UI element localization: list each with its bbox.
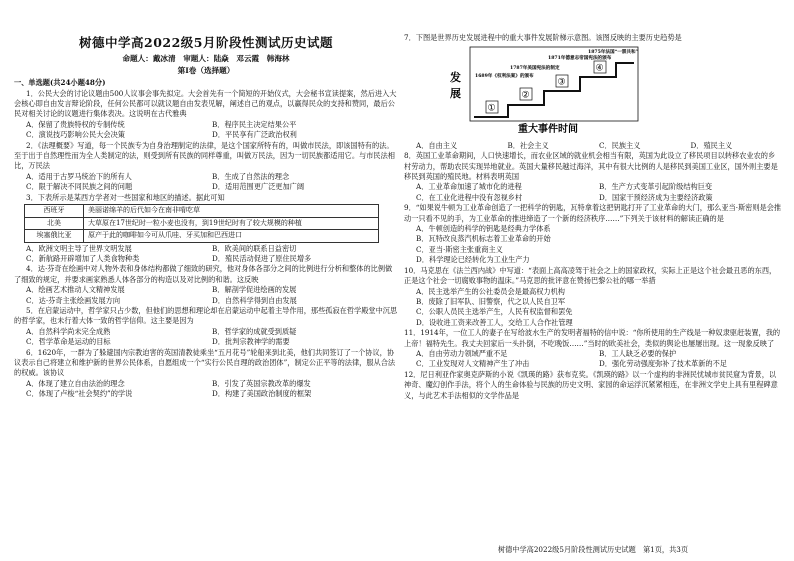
question-options — [14, 379, 398, 400]
question-9 — [404, 203, 782, 265]
option-a[interactable]: A．牛顿创造的科学的钥匙是经典力学体系 — [416, 224, 551, 234]
step-number: ④ — [595, 63, 604, 74]
question-options — [14, 285, 398, 306]
option-a[interactable]: A．民主选举产生的公社委员会是最高权力机构 — [416, 286, 565, 296]
exam-authors: 命题人：戴冰清 审题人：陆焱 邓云霞 韩海林 — [122, 54, 290, 64]
exam-title: 树德中学高2022级5月阶段性测试历史试题 — [79, 35, 333, 50]
left-column — [14, 0, 398, 400]
question-8 — [404, 151, 782, 203]
question-stem: 2．《法理概要》写道，每一个民族专为自身治理制定的法律，是这个国家所特有的，叫做市民法，即该国特有的法。至于出于自然理性而为全人类制定的法，则受到所有民族的同样尊重，叫做万民法，因为一切民族都适用它。与市民法相比，万民法 — [14, 140, 395, 171]
option-c[interactable]: C．工业发现对人文精神产生了冲击 — [416, 359, 530, 369]
question-options — [14, 327, 398, 348]
question-3 — [14, 193, 398, 265]
question-options — [14, 172, 398, 193]
option-a[interactable]: A．自由主义 — [416, 140, 458, 150]
question-10 — [404, 266, 782, 328]
table-cell: 原产于此的咖啡如今可从爪哇、牙买加和巴西进口 — [84, 230, 379, 243]
x-axis-label: 重大事件时间 — [518, 124, 578, 136]
option-c[interactable]: C．体现了卢梭“社会契约”的学说 — [26, 389, 133, 399]
option-a[interactable]: A．欧洲文明主导了世界文明发展 — [26, 243, 132, 253]
question-2 — [14, 141, 398, 193]
table-cell: 埃塞俄比亚 — [25, 230, 84, 243]
staircase-diagram — [448, 45, 648, 135]
option-c[interactable]: C．演说技巧影响公民大会决策 — [26, 130, 125, 140]
option-c[interactable]: C．限于解决不同民族之间的问题 — [26, 182, 133, 192]
question-table — [24, 204, 379, 243]
option-b[interactable]: B．社会主义 — [507, 140, 549, 150]
option-a[interactable]: A．保留了贵族特权的专制传统 — [26, 119, 125, 129]
step-label: 1875年法国“一票共和” — [588, 50, 639, 56]
option-b[interactable]: B．解剖学促进绘画的发展 — [212, 285, 297, 295]
step-label: 1689年《权利法案》的颁布 — [475, 74, 534, 80]
option-d[interactable]: D．批判宗教神学的需要 — [212, 337, 290, 347]
option-c[interactable]: C．民族主义 — [599, 140, 641, 150]
option-b[interactable]: B．程序民主决定结果公平 — [212, 119, 297, 129]
y-axis-label: 展 — [450, 87, 461, 101]
question-5 — [14, 306, 398, 348]
option-c[interactable]: C．哲学革命是运动的目标 — [26, 337, 111, 347]
question-11 — [404, 328, 782, 370]
question-stem: 1．公民大会的讨论议题由500人议事会事先拟定。大会首先有一个简短的开始仪式，大会秘书宣读提案，然后进入大会核心即自由发言辩论阶段，任何公民都可以就议题自由发表见解，阐述自己的观点，以赢得民众的支持和赞同，最后公民对相关讨论的议题进行集体表决。这说明在古代雅典 — [14, 88, 397, 119]
question-options — [404, 141, 782, 151]
option-a[interactable]: A．自然科学尚未完全成熟 — [26, 326, 111, 336]
question-stem: 5．在启蒙运动中，哲学家只占少数，但他们的思想和理论却在启蒙运动中起着主导作用，那些孤寂在哲学殿堂中沉思的哲学家，也未行着大体一致的哲学信仰。这主要是因为 — [14, 306, 398, 326]
option-d[interactable]: D．平民享有广泛政治权利 — [212, 130, 297, 140]
option-a[interactable]: A．体现了建立自由法治的理念 — [26, 378, 125, 388]
option-c[interactable]: C．在工业化进程中没有忽视乡村 — [416, 192, 523, 202]
option-c[interactable]: C．新航路开辟增加了人类食物种类 — [26, 254, 140, 263]
question-1 — [14, 89, 398, 141]
question-stem: 12．尼日利亚作家奥克萨斯的小说《凯瑛的路》获布克奖。《凯瑛的路》以一个虚构的非洲民忧城市贫民窟为背景，以神奇、魔幻创作手法，将个人的生命体验与民族的历史文明、家园的命运浮沉紧紧相连，在非洲文学史上具有里程碑意义，与此艺术手法相似的文学作品是 — [404, 369, 778, 400]
step-2 — [510, 64, 560, 101]
question-stem: 7．下图是世界历史发展进程中的重大事件发展阶梯示意图。该图反映的主要历史趋势是 — [404, 33, 682, 42]
option-b[interactable]: B．哲学家的成就受到质疑 — [212, 326, 297, 336]
option-d[interactable]: D．自然科学得到自由发展 — [212, 295, 297, 305]
question-stem: 10．马克思在《法兰西内战》中写道：“表面上高高凌驾于社会之上的国家政权，实际上正是这个社会最丑恶的东西，正是这个社会一切腐败事物的温床。”马克思的批评意在赞扬巴黎公社的哪一举措 — [404, 265, 777, 286]
option-c[interactable]: C．公职人员民主选举产生，人民有权监督和罢免 — [416, 307, 573, 317]
question-4 — [14, 264, 398, 306]
question-options — [404, 182, 782, 203]
step-number: ② — [521, 90, 530, 101]
option-b[interactable]: B．欧美间的联系日益密切 — [212, 243, 297, 253]
option-d[interactable]: D．殖民活动促进了原住民增多 — [212, 254, 312, 263]
option-a[interactable]: A．工业革命加速了城市化的进程 — [416, 182, 522, 192]
option-b[interactable]: B．废除了旧军队、旧警察，代之以人民自卫军 — [416, 296, 566, 306]
option-d[interactable]: D．国家干预经济成为主要经济政策 — [599, 192, 713, 202]
table-cell: 北美 — [25, 217, 84, 230]
question-stem: 9．“如果说牛顿为工业革命创造了一把科学的钥匙，瓦特拿着这把钥匙打开了工业革命的大门，那么亚当·斯密则是会推动一只看不见的手，为工业革命的推进缔造了一个新的经济秩序……”下列关于该材料的解读正确的是 — [404, 203, 782, 223]
step-number: ① — [487, 103, 496, 114]
option-a[interactable]: A．绘画艺术推动人文精神发展 — [26, 285, 125, 295]
table-row — [25, 217, 379, 230]
option-c[interactable]: C．达·芬奇主张绘画发展方向 — [26, 295, 121, 305]
option-d[interactable]: D．强化劳动强度弥补了技术革新的不足 — [599, 359, 727, 369]
table-cell: 美丽诺绵羊的后代如今在南非啃吃草 — [84, 205, 379, 218]
y-axis-label: 发 — [450, 71, 461, 85]
option-a[interactable]: A．自由劳动力领域严重不足 — [416, 348, 508, 358]
question-stem: 4．达·芬奇在绘画中对人物外表和身体结构都做了细致的研究，他对身体各部分之间的比例进行分析和整体的比例做了细致的规定，并要求画家熟悉人体各部分的构造以及对比例的和谐。这反映 — [14, 264, 393, 284]
option-b[interactable]: B．工人缺乏必要的保护 — [599, 348, 677, 358]
option-d[interactable]: D．适用范围更广泛更加广阔 — [212, 182, 305, 192]
question-stem: 6．1620年，一群为了躲避国内宗教迫害的英国清教徒乘坐“五月花号”轮船来到北美，他们共同签订了一个协议，协议表示自己将建立和维护新的世界公民体系，自愿组成一个“实行公民自理的政治团体”，制定公正平等的法律，服从合法的权威。该协议 — [14, 347, 396, 378]
option-b[interactable]: B．引发了英国宗教改革的爆发 — [212, 378, 311, 388]
section-heading: 一、单选题(共24小题48分) — [14, 78, 106, 88]
step-number: ③ — [557, 77, 566, 88]
option-c[interactable]: C．亚当·斯密主张重商主义 — [416, 244, 503, 254]
option-b[interactable]: B．瓦特改良蒸汽机标志着工业革命的开始 — [416, 234, 551, 244]
question-7 — [404, 33, 782, 151]
option-b[interactable]: B．生成了自然法的理念 — [212, 171, 290, 181]
table-row — [25, 205, 379, 218]
question-stem: 11．1914年，一位工人的妻子在写给波水生产的发明者福特的信中说：“你所使用的生产线是一种奴隶驱赶装置，我的上帝！福特先生。我丈夫回家后一头扑倒，不吃晚饭……”当时的欧美社会，类似的舆论也屡屡出现。这一现象反映了 — [404, 328, 781, 348]
step-label: 1787年美国宪法的制定 — [510, 66, 560, 72]
question-6 — [14, 348, 398, 400]
question-stem: 3．下表所示是某西方学者对一些国家和地区的描述。据此可知 — [26, 192, 225, 202]
option-b[interactable]: B．生产方式变革引起阶级结构巨变 — [599, 182, 713, 192]
option-d[interactable]: D．构建了美国政治制度的框架 — [212, 389, 312, 399]
option-d[interactable]: D．设收进工资来改善工人，交给工人合作社管理 — [416, 317, 573, 327]
right-column — [404, 0, 782, 401]
question-options — [14, 244, 398, 265]
option-d[interactable]: D．科学理论已经转化为工业生产力 — [416, 255, 530, 265]
table-row — [25, 230, 379, 243]
step-label: 1871年德意志帝国宪法的颁布 — [548, 56, 612, 62]
table-cell: 大草原在17世纪时一粒小麦也没有，到19世纪时有了较大规模的种植 — [84, 217, 379, 230]
table-cell: 西班牙 — [25, 205, 84, 218]
page-footer: 树德中学高2022级5月阶段性测试历史试题 第1页，共3页 — [497, 545, 689, 554]
part-heading: 第Ⅰ卷（选择题） — [177, 65, 235, 75]
question-options — [14, 120, 398, 141]
question-stem: 8．英国工业革命期间，人口快速增长，而农业区域的就业机会相当有限，英国为此设立了移民项目以转移农业农的乡村劳动力，帮助农民实现异地就业。英国大量移民越过海洋，其中有很大比例的人是移民到美国工业区，国外则主要是移民到英国的殖民地。材料表明英国 — [404, 151, 778, 182]
option-d[interactable]: D．殖民主义 — [690, 140, 733, 150]
option-a[interactable]: A．适用于古罗马统治下的所有人 — [26, 171, 132, 181]
step-4 — [588, 48, 639, 74]
question-12 — [404, 370, 782, 401]
question-options — [404, 349, 782, 370]
